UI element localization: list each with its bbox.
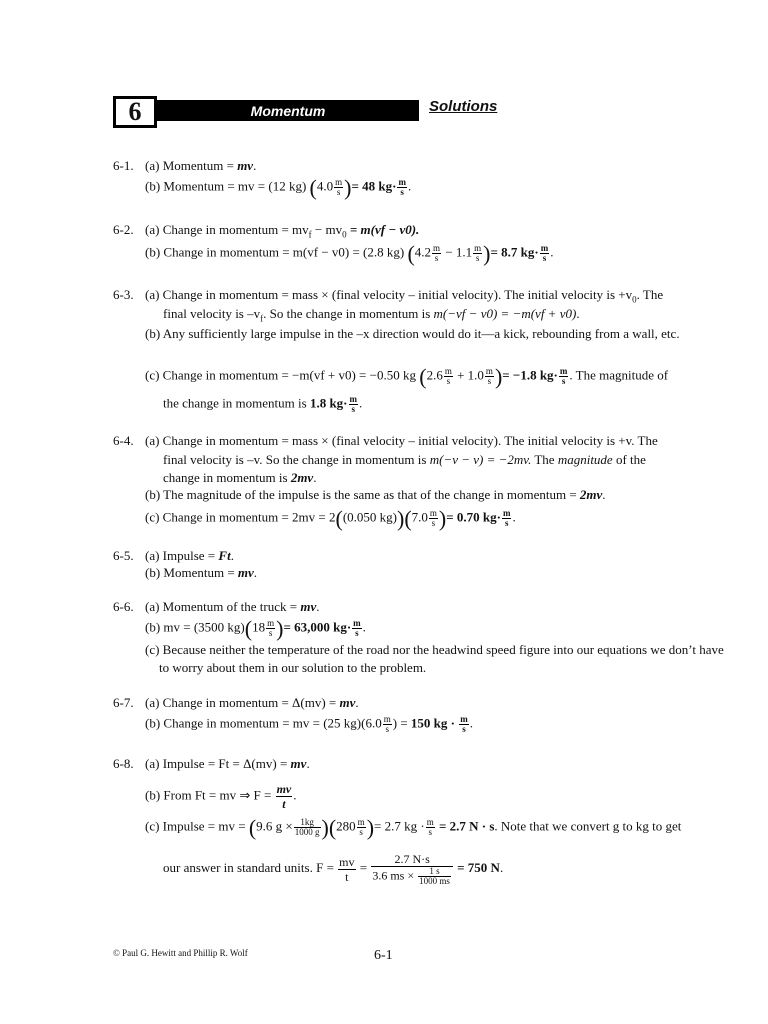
problem-number: 6-1. — [113, 158, 134, 173]
part-c: (c) Change in momentum = −m(vf + v0) = −0.50 kg (2.6 $\frac{m}{s}$ + 1.0 $\frac{m}{s}$ )= −1.8 kg· $\frac{m}{s}$ . The magnitude of — [145, 364, 669, 389]
part-b: (b) Momentum = mv = (12 kg) (4.0 $\frac{m}{s}$ )= 48 kg· $\frac{m}{s}$ . — [145, 175, 412, 200]
part-a: (a) Change in momentum = $mv_f - mv_0 = m(vf - v0)$. — [145, 222, 420, 240]
part-c-line2: the change in momentum is 1.8 kg· $\frac{m}{s}$ . — [163, 394, 363, 414]
part-b: (b) Change in momentum = m(vf − v0) = (2.8 kg) (4.2 $\frac{m}{s}$ − 1.1 $\frac{m}{s}$ )= 8.7 kg· $\frac{m}{s}$ . — [145, 241, 554, 266]
part-a-line2: final velocity is $-v_f$. So the change in momentum is m(−vf − v0) = −m(vf + v0). — [163, 306, 580, 324]
part-a-line1: (a) Change in momentum = mass × (final velocity – initial velocity). The initial velocity is $+v_0$. The — [145, 287, 664, 305]
page-number: 6-1 — [374, 948, 393, 963]
part-a-line1: (a) Change in momentum = mass × (final velocity – initial velocity). The initial velocity is +v. The — [145, 433, 658, 448]
part-a: (a) Momentum of the truck = mv. — [145, 599, 320, 614]
chapter-number: 6 — [113, 96, 157, 128]
part-a-line3: change in momentum is 2mv. — [163, 470, 317, 485]
chapter-title: Momentum — [157, 100, 419, 121]
part-b: (b) Momentum = mv. — [145, 565, 258, 580]
part-a: (a) Impulse = Ft. — [145, 548, 234, 563]
part-c: (c) Change in momentum = 2mv = 2((0.050 kg))(7.0 $\frac{m}{s}$ )= 0.70 kg· $\frac{m}{s}$ . — [145, 506, 516, 531]
part-a: (a) Impulse = Ft = Δ(mv) = mv. — [145, 756, 310, 771]
part-a: (a) Momentum = mv. — [145, 158, 257, 173]
part-b: (b) Change in momentum = mv = (25 kg)(6.0 $\frac{m}{s}$ ) = 150 kg · $\frac{m}{s}$ . — [145, 714, 473, 734]
part-c: (c) Because neither the temperature of the road nor the headwind speed figure into our equations we don’t have to worry about them in our solution to the problem. — [145, 642, 724, 675]
part-b: (b) The magnitude of the impulse is the same as that of the change in momentum = 2mv. — [145, 487, 606, 502]
part-d: our answer in standard units. F = $\frac{mv}{t}$ = 2.7 N·s 3.6 ms × $\frac{1 s}{1000 ms}$ = 750 N. — [163, 852, 504, 886]
part-b: (b) mv = (3500 kg)(18 $\frac{m}{s}$ )= 63,000 kg· $\frac{m}{s}$ . — [145, 616, 366, 641]
part-a: (a) Change in momentum = Δ(mv) = mv. — [145, 695, 359, 710]
copyright: © Paul G. Hewitt and Phillip R. Wolf — [113, 948, 248, 958]
part-b: (b) From Ft = mv ⇒ F = $\frac{mv}{t}$ . — [145, 782, 297, 811]
part-a-line2: final velocity is –v. So the change in momentum is m(−v − v) = −2mv. The magnitude of the — [163, 452, 646, 467]
part-c: (c) Impulse = mv = (9.6 g × $\frac{1kg}{1000 g}$ )(280 $\frac{m}{s}$ )= 2.7 kg · $\frac{m}{s}$ = 2.7 N · s. Note that we convert g to kg to get — [145, 815, 682, 840]
section-title: Solutions — [429, 98, 498, 115]
part-b: (b) Any sufficiently large impulse in the –x direction would do it—a kick, rebounding from a wall, etc. — [145, 326, 680, 341]
